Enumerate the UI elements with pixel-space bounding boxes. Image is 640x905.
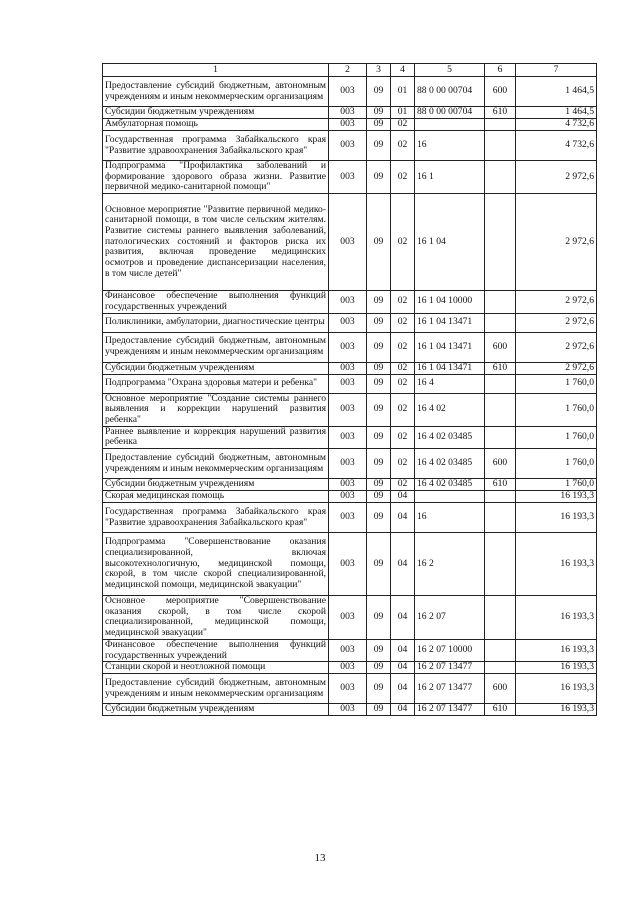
row-csr-cell: 16 1 04 10000 [415, 291, 485, 313]
row-vr-cell: 600 [485, 674, 516, 704]
row-rz-cell: 09 [367, 194, 391, 291]
row-rz-cell: 09 [367, 639, 391, 661]
row-gr-cell: 003 [329, 393, 367, 426]
row-pr-cell: 02 [391, 131, 415, 161]
row-sum-cell: 1 464,5 [516, 107, 597, 119]
row-gr-cell: 003 [329, 291, 367, 313]
row-sum-cell: 2 972,6 [516, 291, 597, 313]
row-vr-cell [485, 194, 516, 291]
table-row [103, 313, 597, 332]
row-name-cell: Финансовое обеспечение выполнения функций государственных учреждений [103, 639, 329, 661]
table-row [103, 131, 597, 161]
table-row [103, 332, 597, 362]
row-csr-cell: 16 4 02 03485 [415, 479, 485, 491]
row-name-cell: Основное мероприятие "Совершенствование оказания скорой, в том числе скорой специализированной, медицинской помощи, медицинской эвакуации" [103, 596, 329, 640]
page-number: 13 [314, 852, 326, 864]
row-gr-cell: 003 [329, 374, 367, 393]
row-csr-cell: 16 1 04 13471 [415, 332, 485, 362]
row-gr-cell: 003 [329, 533, 367, 596]
row-rz-cell: 09 [367, 704, 391, 716]
table-row [103, 194, 597, 291]
row-sum-cell: 16 193,3 [516, 674, 597, 704]
row-csr-cell: 16 2 07 10000 [415, 639, 485, 661]
table-row [103, 107, 597, 119]
row-name-cell: Подпрограмма "Охрана здоровья матери и ребенка" [103, 374, 329, 393]
row-vr-cell: 600 [485, 77, 516, 107]
column-header: 4 [391, 64, 415, 77]
row-rz-cell: 09 [367, 332, 391, 362]
row-csr-cell: 16 4 [415, 374, 485, 393]
row-sum-cell: 2 972,6 [516, 362, 597, 374]
table-row [103, 449, 597, 479]
row-csr-cell: 16 2 07 13477 [415, 674, 485, 704]
row-pr-cell: 04 [391, 674, 415, 704]
table-row [103, 291, 597, 313]
row-rz-cell: 09 [367, 596, 391, 640]
table-row [103, 491, 597, 503]
row-csr-cell: 16 2 [415, 533, 485, 596]
row-sum-cell: 4 732,6 [516, 119, 597, 131]
row-pr-cell: 04 [391, 639, 415, 661]
row-csr-cell: 16 4 02 [415, 393, 485, 426]
row-name-cell: Предоставление субсидий бюджетным, автономным учреждениям и иным некоммерческим организациям [103, 77, 329, 107]
row-sum-cell: 1 760,0 [516, 426, 597, 448]
row-sum-cell: 2 972,6 [516, 313, 597, 332]
row-rz-cell: 09 [367, 533, 391, 596]
row-gr-cell: 003 [329, 313, 367, 332]
row-gr-cell: 003 [329, 426, 367, 448]
row-csr-cell: 16 1 04 [415, 194, 485, 291]
row-sum-cell: 1 760,0 [516, 393, 597, 426]
row-pr-cell: 02 [391, 362, 415, 374]
row-name-cell: Основное мероприятие "Создание системы раннего выявления и коррекции нарушений развития ребенка" [103, 393, 329, 426]
column-header: 6 [485, 64, 516, 77]
row-vr-cell [485, 291, 516, 313]
row-sum-cell: 2 972,6 [516, 194, 597, 291]
row-gr-cell: 003 [329, 449, 367, 479]
row-name-cell: Основное мероприятие "Развитие первичной медико-санитарной помощи, в том числе сельским жителям. Развитие системы раннего выявления заболеваний, патологических состояний и факторов риска их развития, включая проведение медицинских осмотров и проведение диспансеризации населения, в том числе детей" [103, 194, 329, 291]
row-vr-cell [485, 503, 516, 533]
row-sum-cell: 16 193,3 [516, 704, 597, 716]
row-pr-cell: 02 [391, 332, 415, 362]
table-row [103, 503, 597, 533]
row-name-cell: Предоставление субсидий бюджетным, автономным учреждениям и иным некоммерческим организациям [103, 449, 329, 479]
row-name-cell: Финансовое обеспечение выполнения функций государственных учреждений [103, 291, 329, 313]
row-csr-cell [415, 491, 485, 503]
row-vr-cell [485, 596, 516, 640]
table-body [103, 77, 597, 716]
row-gr-cell: 003 [329, 332, 367, 362]
row-name-cell: Субсидии бюджетным учреждениям [103, 704, 329, 716]
row-rz-cell: 09 [367, 131, 391, 161]
row-rz-cell: 09 [367, 374, 391, 393]
row-name-cell: Амбулаторная помощь [103, 119, 329, 131]
row-pr-cell: 01 [391, 107, 415, 119]
row-csr-cell: 16 2 07 13477 [415, 704, 485, 716]
row-rz-cell: 09 [367, 119, 391, 131]
row-rz-cell: 09 [367, 362, 391, 374]
row-csr-cell: 16 4 02 03485 [415, 449, 485, 479]
row-vr-cell [485, 639, 516, 661]
row-gr-cell: 003 [329, 503, 367, 533]
row-rz-cell: 09 [367, 77, 391, 107]
column-header: 3 [367, 64, 391, 77]
row-gr-cell: 003 [329, 662, 367, 674]
row-rz-cell: 09 [367, 161, 391, 194]
row-csr-cell: 16 4 02 03485 [415, 426, 485, 448]
table-row [103, 362, 597, 374]
row-name-cell: Предоставление субсидий бюджетным, автономным учреждениям и иным некоммерческим организациям [103, 332, 329, 362]
row-sum-cell: 1 760,0 [516, 479, 597, 491]
budget-table [102, 63, 597, 716]
row-pr-cell: 04 [391, 533, 415, 596]
row-sum-cell: 16 193,3 [516, 503, 597, 533]
row-sum-cell: 1 760,0 [516, 374, 597, 393]
row-pr-cell: 02 [391, 374, 415, 393]
row-gr-cell: 003 [329, 107, 367, 119]
row-gr-cell: 003 [329, 362, 367, 374]
column-header: 2 [329, 64, 367, 77]
row-name-cell: Подпрограмма "Совершенствование оказания специализированной, включая высокотехнологичную, медицинской помощи, скорой, в том числе скорой специализированной, медицинской помощи, медицинской эвакуации" [103, 533, 329, 596]
row-vr-cell [485, 131, 516, 161]
row-csr-cell: 16 2 07 13477 [415, 662, 485, 674]
row-pr-cell: 01 [391, 77, 415, 107]
row-name-cell: Подпрограмма "Профилактика заболеваний и формирование здорового образа жизни. Развитие первичной медико-санитарной помощи" [103, 161, 329, 194]
table-row [103, 119, 597, 131]
column-header: 1 [103, 64, 329, 77]
row-vr-cell [485, 662, 516, 674]
row-csr-cell: 88 0 00 00704 [415, 77, 485, 107]
row-csr-cell: 16 1 04 13471 [415, 362, 485, 374]
table-row [103, 393, 597, 426]
table-row [103, 479, 597, 491]
row-vr-cell: 610 [485, 362, 516, 374]
row-name-cell: Станции скорой и неотложной помощи [103, 662, 329, 674]
row-name-cell: Предоставление субсидий бюджетным, автономным учреждениям и иным некоммерческим организациям [103, 674, 329, 704]
row-pr-cell: 02 [391, 393, 415, 426]
row-pr-cell: 02 [391, 291, 415, 313]
row-vr-cell: 600 [485, 449, 516, 479]
header-row [103, 64, 597, 77]
row-gr-cell: 003 [329, 491, 367, 503]
table-row [103, 639, 597, 661]
row-vr-cell [485, 393, 516, 426]
row-pr-cell: 02 [391, 449, 415, 479]
row-sum-cell: 16 193,3 [516, 662, 597, 674]
row-vr-cell: 610 [485, 479, 516, 491]
row-csr-cell: 16 1 [415, 161, 485, 194]
table-row [103, 533, 597, 596]
row-rz-cell: 09 [367, 674, 391, 704]
row-rz-cell: 09 [367, 291, 391, 313]
row-rz-cell: 09 [367, 107, 391, 119]
row-pr-cell: 04 [391, 596, 415, 640]
row-rz-cell: 09 [367, 479, 391, 491]
row-gr-cell: 003 [329, 674, 367, 704]
row-pr-cell: 04 [391, 503, 415, 533]
row-sum-cell: 16 193,3 [516, 639, 597, 661]
row-sum-cell: 16 193,3 [516, 533, 597, 596]
row-vr-cell [485, 374, 516, 393]
row-pr-cell: 02 [391, 161, 415, 194]
row-sum-cell: 16 193,3 [516, 596, 597, 640]
row-vr-cell [485, 491, 516, 503]
row-name-cell: Скорая медицинская помощь [103, 491, 329, 503]
table-row [103, 704, 597, 716]
row-pr-cell: 04 [391, 704, 415, 716]
row-vr-cell [485, 119, 516, 131]
row-sum-cell: 16 193,3 [516, 491, 597, 503]
row-sum-cell: 2 972,6 [516, 332, 597, 362]
row-vr-cell [485, 426, 516, 448]
table-row [103, 662, 597, 674]
table-row [103, 77, 597, 107]
row-name-cell: Субсидии бюджетным учреждениям [103, 362, 329, 374]
row-csr-cell: 16 2 07 [415, 596, 485, 640]
row-rz-cell: 09 [367, 313, 391, 332]
table-row [103, 426, 597, 448]
row-name-cell: Субсидии бюджетным учреждениям [103, 107, 329, 119]
row-gr-cell: 003 [329, 77, 367, 107]
row-name-cell: Государственная программа Забайкальского края "Развитие здравоохранения Забайкальского края" [103, 131, 329, 161]
row-name-cell: Раннее выявление и коррекция нарушений развития ребенка [103, 426, 329, 448]
row-rz-cell: 09 [367, 426, 391, 448]
row-sum-cell: 1 464,5 [516, 77, 597, 107]
row-pr-cell: 02 [391, 313, 415, 332]
row-csr-cell: 16 [415, 131, 485, 161]
row-gr-cell: 003 [329, 479, 367, 491]
row-sum-cell: 1 760,0 [516, 449, 597, 479]
row-pr-cell: 04 [391, 491, 415, 503]
row-pr-cell: 02 [391, 479, 415, 491]
row-name-cell: Субсидии бюджетным учреждениям [103, 479, 329, 491]
row-rz-cell: 09 [367, 491, 391, 503]
row-pr-cell: 02 [391, 426, 415, 448]
row-pr-cell: 02 [391, 194, 415, 291]
row-vr-cell: 610 [485, 107, 516, 119]
column-header: 7 [516, 64, 597, 77]
row-csr-cell: 16 1 04 13471 [415, 313, 485, 332]
row-gr-cell: 003 [329, 131, 367, 161]
row-pr-cell: 02 [391, 119, 415, 131]
row-rz-cell: 09 [367, 393, 391, 426]
row-vr-cell [485, 161, 516, 194]
row-name-cell: Поликлиники, амбулатории, диагностические центры [103, 313, 329, 332]
table-row [103, 374, 597, 393]
row-vr-cell: 610 [485, 704, 516, 716]
row-sum-cell: 2 972,6 [516, 161, 597, 194]
row-gr-cell: 003 [329, 119, 367, 131]
row-pr-cell: 04 [391, 662, 415, 674]
row-gr-cell: 003 [329, 704, 367, 716]
row-vr-cell [485, 533, 516, 596]
row-sum-cell: 4 732,6 [516, 131, 597, 161]
row-csr-cell: 88 0 00 00704 [415, 107, 485, 119]
row-csr-cell [415, 119, 485, 131]
row-gr-cell: 003 [329, 639, 367, 661]
row-vr-cell [485, 313, 516, 332]
row-gr-cell: 003 [329, 596, 367, 640]
row-csr-cell: 16 [415, 503, 485, 533]
row-name-cell: Государственная программа Забайкальского края "Развитие здравоохранения Забайкальского края" [103, 503, 329, 533]
row-rz-cell: 09 [367, 662, 391, 674]
row-gr-cell: 003 [329, 194, 367, 291]
row-vr-cell: 600 [485, 332, 516, 362]
column-header: 5 [415, 64, 485, 77]
table-row [103, 161, 597, 194]
row-rz-cell: 09 [367, 449, 391, 479]
row-gr-cell: 003 [329, 161, 367, 194]
table-row [103, 674, 597, 704]
row-rz-cell: 09 [367, 503, 391, 533]
table-row [103, 596, 597, 640]
